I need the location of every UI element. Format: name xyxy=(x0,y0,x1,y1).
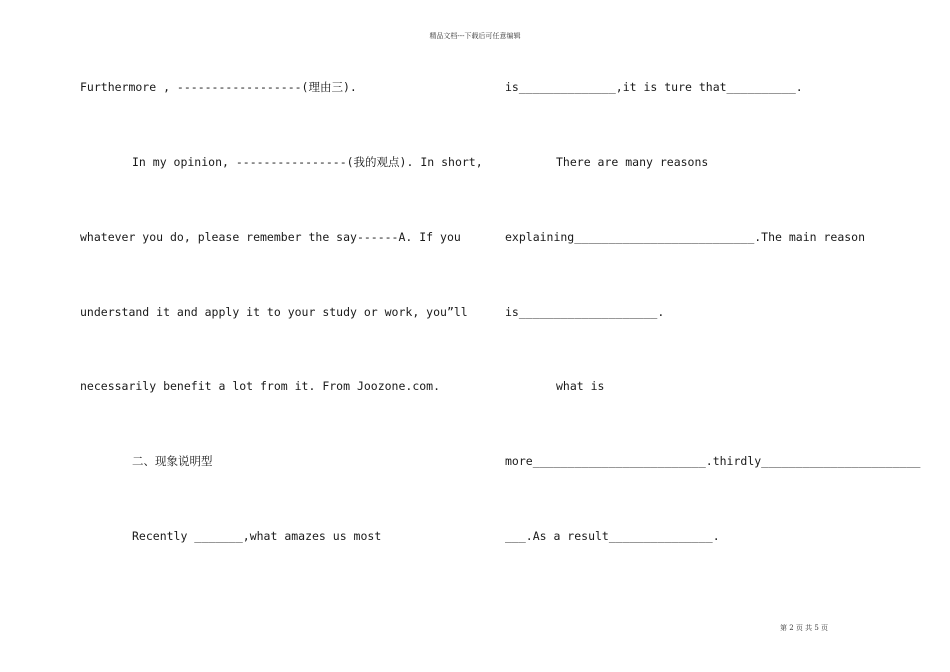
left-line-5: necessarily benefit a lot from it. From Joozone.com. xyxy=(80,379,441,393)
right-line-4: is____________________. xyxy=(505,305,665,319)
section-heading: 二、现象说明型 xyxy=(132,454,213,468)
page-number: 第 2 页 共 5 页 xyxy=(780,624,829,632)
right-line-1: is______________,it is ture that__________. xyxy=(505,80,803,94)
right-line-5: what is xyxy=(556,379,605,393)
left-line-7: Recently _______,what amazes us most xyxy=(132,529,382,543)
page-header: 精品文档---下载后可任意编辑 xyxy=(429,32,521,40)
left-line-3: whatever you do, please remember the say------A. If you xyxy=(80,230,461,244)
left-line-2: In my opinion, ----------------(我的观点). In short, xyxy=(132,155,483,169)
right-line-6: more_________________________.thirdly_______________________ xyxy=(505,454,921,468)
left-line-4: understand it and apply it to your study or work, you”ll xyxy=(80,305,468,319)
right-line-7: ___.As a result_______________. xyxy=(505,529,720,543)
right-line-3: explaining__________________________.The main reason xyxy=(505,230,866,244)
right-line-2: There are many reasons xyxy=(556,155,709,169)
left-line-1: Furthermore , ------------------(理由三). xyxy=(80,80,357,94)
